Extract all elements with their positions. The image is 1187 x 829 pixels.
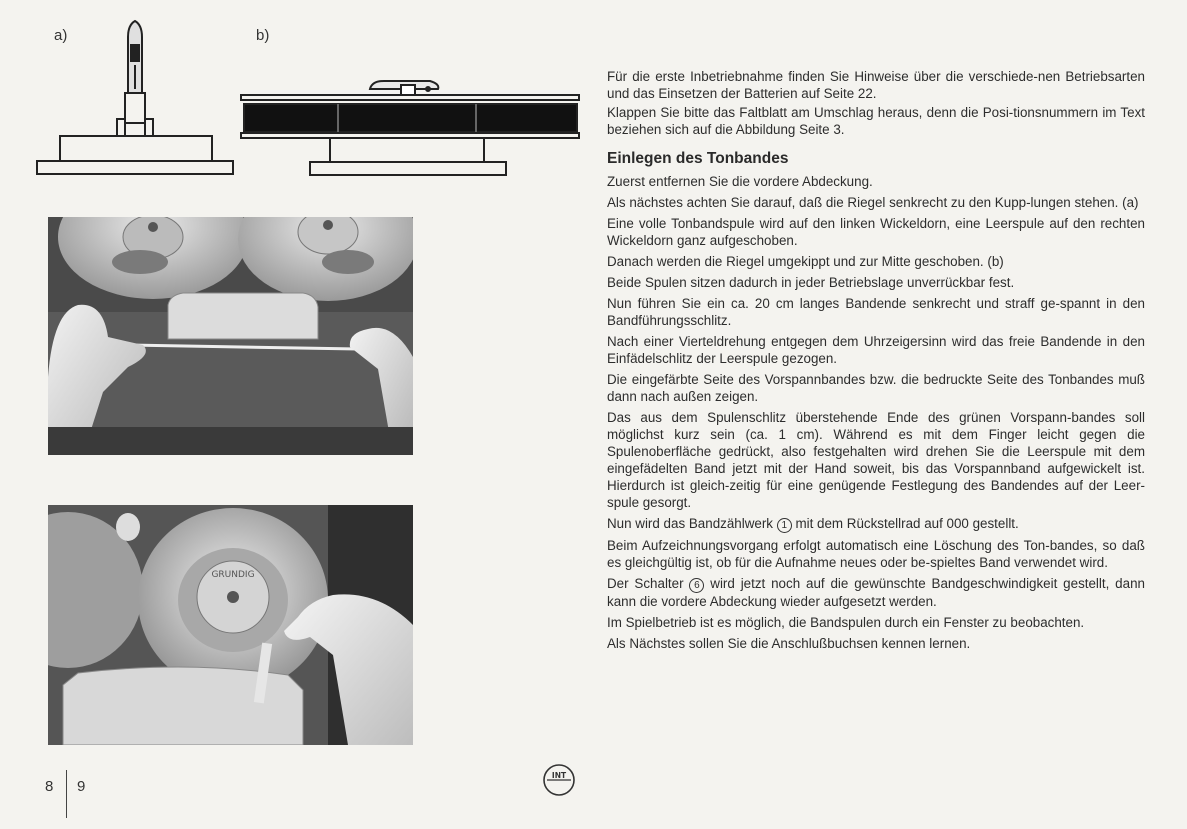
- page-number-divider: [66, 770, 67, 818]
- switch-paragraph: [607, 575, 1145, 610]
- step-paragraph: Nach einer Vierteldrehung entgegen dem Uhrzeigersinn wird das freie Bandende in den Einfädelschlitz der Leerspule gezogen.: [607, 334, 1145, 366]
- int-logo-text: INT: [551, 771, 567, 780]
- diagram-b-latch-folded: [238, 75, 583, 185]
- section-heading: Einlegen des Tonbandes: [607, 150, 789, 167]
- photo-threading-tape: [48, 217, 413, 455]
- figure-label-a: a): [54, 27, 68, 44]
- photo-winding-leader: [48, 505, 413, 745]
- figure-label-b: b): [256, 27, 270, 44]
- switch-text-after: wird jetzt noch auf die gewünschte Bandgeschwindigkeit gestellt, dann kann die vordere Abdeckung wieder aufgesetzt werden.: [607, 576, 1145, 609]
- step-paragraph: Eine volle Tonbandspule wird auf den linken Wickeldorn, eine Leerspule auf den rechten Wickeldorn ganz aufgeschoben.: [607, 216, 1145, 248]
- step-paragraph: Beide Spulen sitzen dadurch in jeder Betriebslage unverrückbar fest.: [607, 275, 1015, 290]
- step-paragraph: Das aus dem Spulenschlitz überstehende Ende des grünen Vorspann-bandes soll möglichst kurz sein (ca. 1 cm). Während es mit dem Finger leicht gegen die Spulenoberfläche gedrückt, also festgehalten wird drehen Sie die Leerspule mit dem eingefädelten Band jetzt mit der Hand soweit, bis das Vorspannband aufgewickelt ist. Hierdurch ist gleich-zeitig für eine genügende Festlegung des Bandendes auf der Leer-spule gesorgt.: [607, 410, 1145, 510]
- page-number-right: 9: [77, 778, 86, 795]
- closing-paragraph: Im Spielbetrieb ist es möglich, die Bandspulen durch ein Fenster zu beobachten.: [607, 615, 1085, 630]
- erase-paragraph: Beim Aufzeichnungsvorgang erfolgt automatisch eine Löschung des Ton-bandes, so daß es gleichgültig ist, ob für die Aufnahme neues oder be-spieltes Band verwendet wird.: [607, 538, 1145, 570]
- step-paragraph: Nun führen Sie ein ca. 20 cm langes Bandende senkrecht und straff ge-spannt in den Bandführungsschlitz.: [607, 296, 1145, 328]
- int-logo-icon: [541, 762, 577, 798]
- counter-paragraph: [607, 515, 1145, 533]
- page-number-left: 8: [45, 778, 54, 795]
- step-paragraph: Die eingefärbte Seite des Vorspannbandes bzw. die bedruckte Seite des Tonbandes muß dann nach außen zeigen.: [607, 372, 1145, 404]
- diagram-a-latch-upright: [30, 15, 240, 180]
- reel-brand-label: GRUNDIG: [211, 570, 255, 580]
- closing-paragraph: Als Nächstes sollen Sie die Anschlußbuchsen kennen lernen.: [607, 636, 971, 651]
- switch-text-before: Der Schalter: [607, 576, 684, 591]
- step-paragraph: Als nächstes achten Sie darauf, daß die Riegel senkrecht zu den Kupp-lungen stehen. (a): [607, 195, 1139, 210]
- counter-text-after: mit dem Rückstellrad auf 000 gestellt.: [795, 516, 1019, 531]
- counter-text-before: Nun wird das Bandzählwerk: [607, 516, 773, 531]
- position-number-6: 6: [689, 578, 704, 593]
- intro-paragraph-2: Klappen Sie bitte das Faltblatt am Umschlag heraus, denn die Posi-tionsnummern im Text beziehen sich auf die Abbildung Seite 3.: [607, 105, 1145, 137]
- step-paragraph: Zuerst entfernen Sie die vordere Abdeckung.: [607, 174, 873, 189]
- position-number-1: 1: [777, 518, 792, 533]
- step-paragraph: Danach werden die Riegel umgekippt und zur Mitte geschoben. (b): [607, 254, 1004, 269]
- intro-paragraph-1: Für die erste Inbetriebnahme finden Sie Hinweise über die verschiede-nen Betriebsarten und das Einsetzen der Batterien auf Seite 22.: [607, 69, 1145, 101]
- instruction-text-column: [607, 68, 1145, 656]
